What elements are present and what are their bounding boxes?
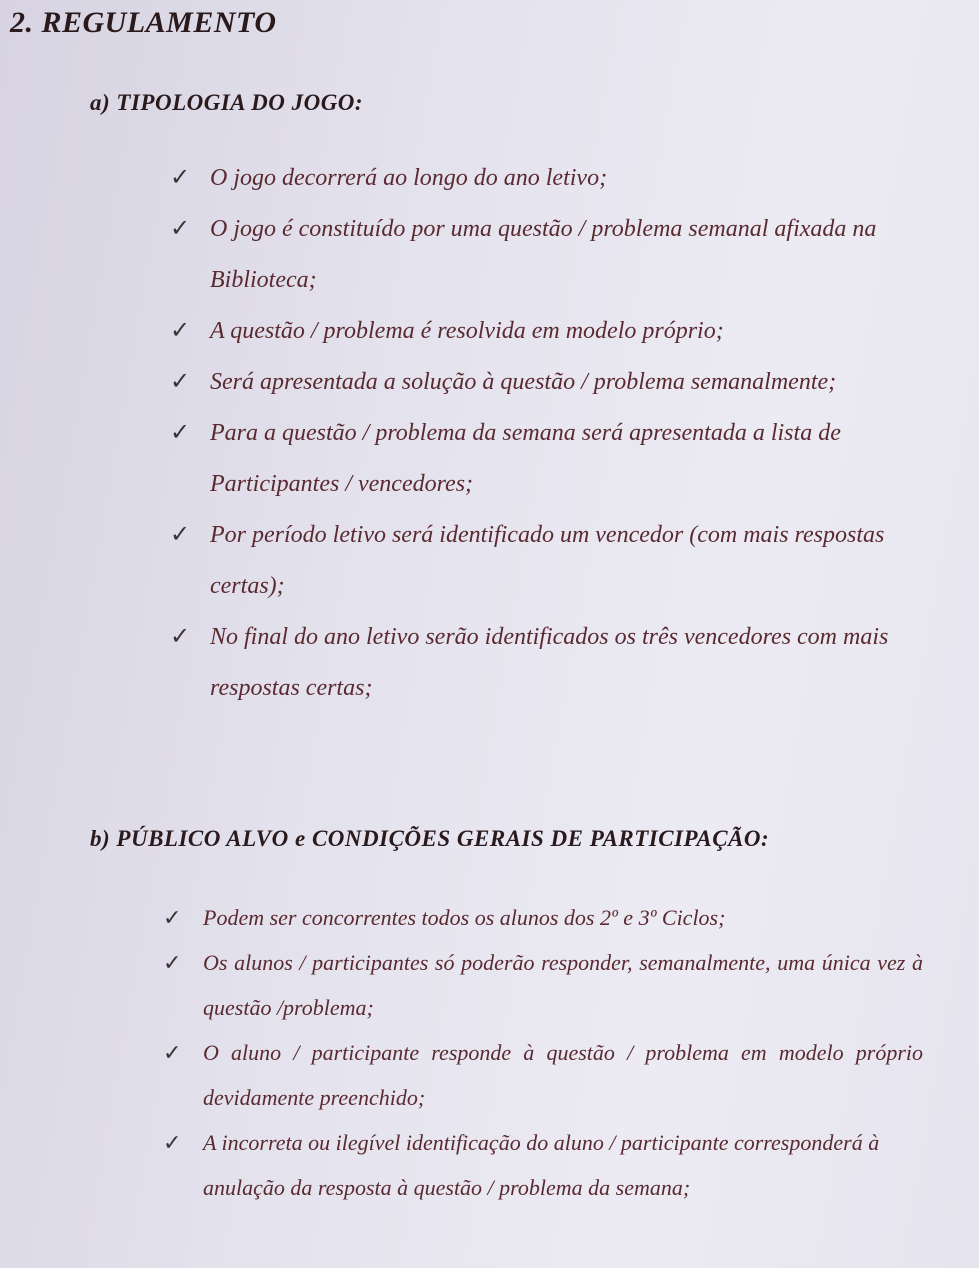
list-item-text: Podem ser concorrentes todos os alunos dos 2º e 3º Ciclos; (203, 905, 726, 930)
list-item (163, 940, 923, 1030)
list-item (170, 204, 930, 306)
list-item-text: O jogo decorrerá ao longo do ano letivo; (210, 165, 608, 191)
section-b-title: b) PÚBLICO ALVO e CONDIÇÕES GERAIS DE PARTICIPAÇÃO: (90, 826, 770, 851)
list-item (170, 612, 930, 714)
list-item (163, 1120, 923, 1210)
checkmark-icon: ✓ (170, 165, 191, 191)
section-a-title: a) TIPOLOGIA DO JOGO: (90, 90, 364, 115)
list-item-text: O jogo é constituído por uma questão / problema semanal afixada na Biblioteca; (210, 216, 877, 293)
section-b-list (163, 895, 923, 1210)
page-title: 2. REGULAMENTO (10, 6, 277, 39)
checkmark-icon: ✓ (170, 369, 191, 395)
checkmark-icon: ✓ (170, 420, 191, 446)
checkmark-icon: ✓ (170, 522, 191, 548)
list-item-text: No final do ano letivo serão identificados os três vencedores com mais respostas certas; (210, 624, 889, 701)
list-item-text: A incorreta ou ilegível identificação do aluno / participante corresponderá à anulação da resposta à questão / problema da semana; (203, 1130, 880, 1200)
list-item (170, 306, 930, 357)
list-item-text: Será apresentada a solução à questão / problema semanalmente; (210, 369, 837, 395)
list-item (170, 153, 930, 204)
list-item (170, 510, 930, 612)
list-item (170, 357, 930, 408)
checkmark-icon: ✓ (170, 216, 191, 242)
list-item (163, 895, 923, 940)
checkmark-icon: ✓ (170, 318, 191, 344)
list-item-text: O aluno / participante responde à questão / problema em modelo próprio devidamente preenchido; (203, 1040, 923, 1110)
checkmark-icon: ✓ (163, 905, 182, 930)
list-item-text: Para a questão / problema da semana será apresentada a lista de Participantes / vencedores; (210, 420, 841, 497)
checkmark-icon: ✓ (170, 624, 191, 650)
checkmark-icon: ✓ (163, 1040, 182, 1065)
list-item-text: Os alunos / participantes só poderão responder, semanalmente, uma única vez à questão /problema; (203, 950, 923, 1020)
list-item-text: Por período letivo será identificado um vencedor (com mais respostas certas); (210, 522, 885, 599)
list-item (170, 408, 930, 510)
list-item (163, 1030, 923, 1120)
section-a-list (170, 153, 930, 714)
list-item-text: A questão / problema é resolvida em modelo próprio; (210, 318, 724, 344)
checkmark-icon: ✓ (163, 1130, 182, 1155)
checkmark-icon: ✓ (163, 950, 182, 975)
